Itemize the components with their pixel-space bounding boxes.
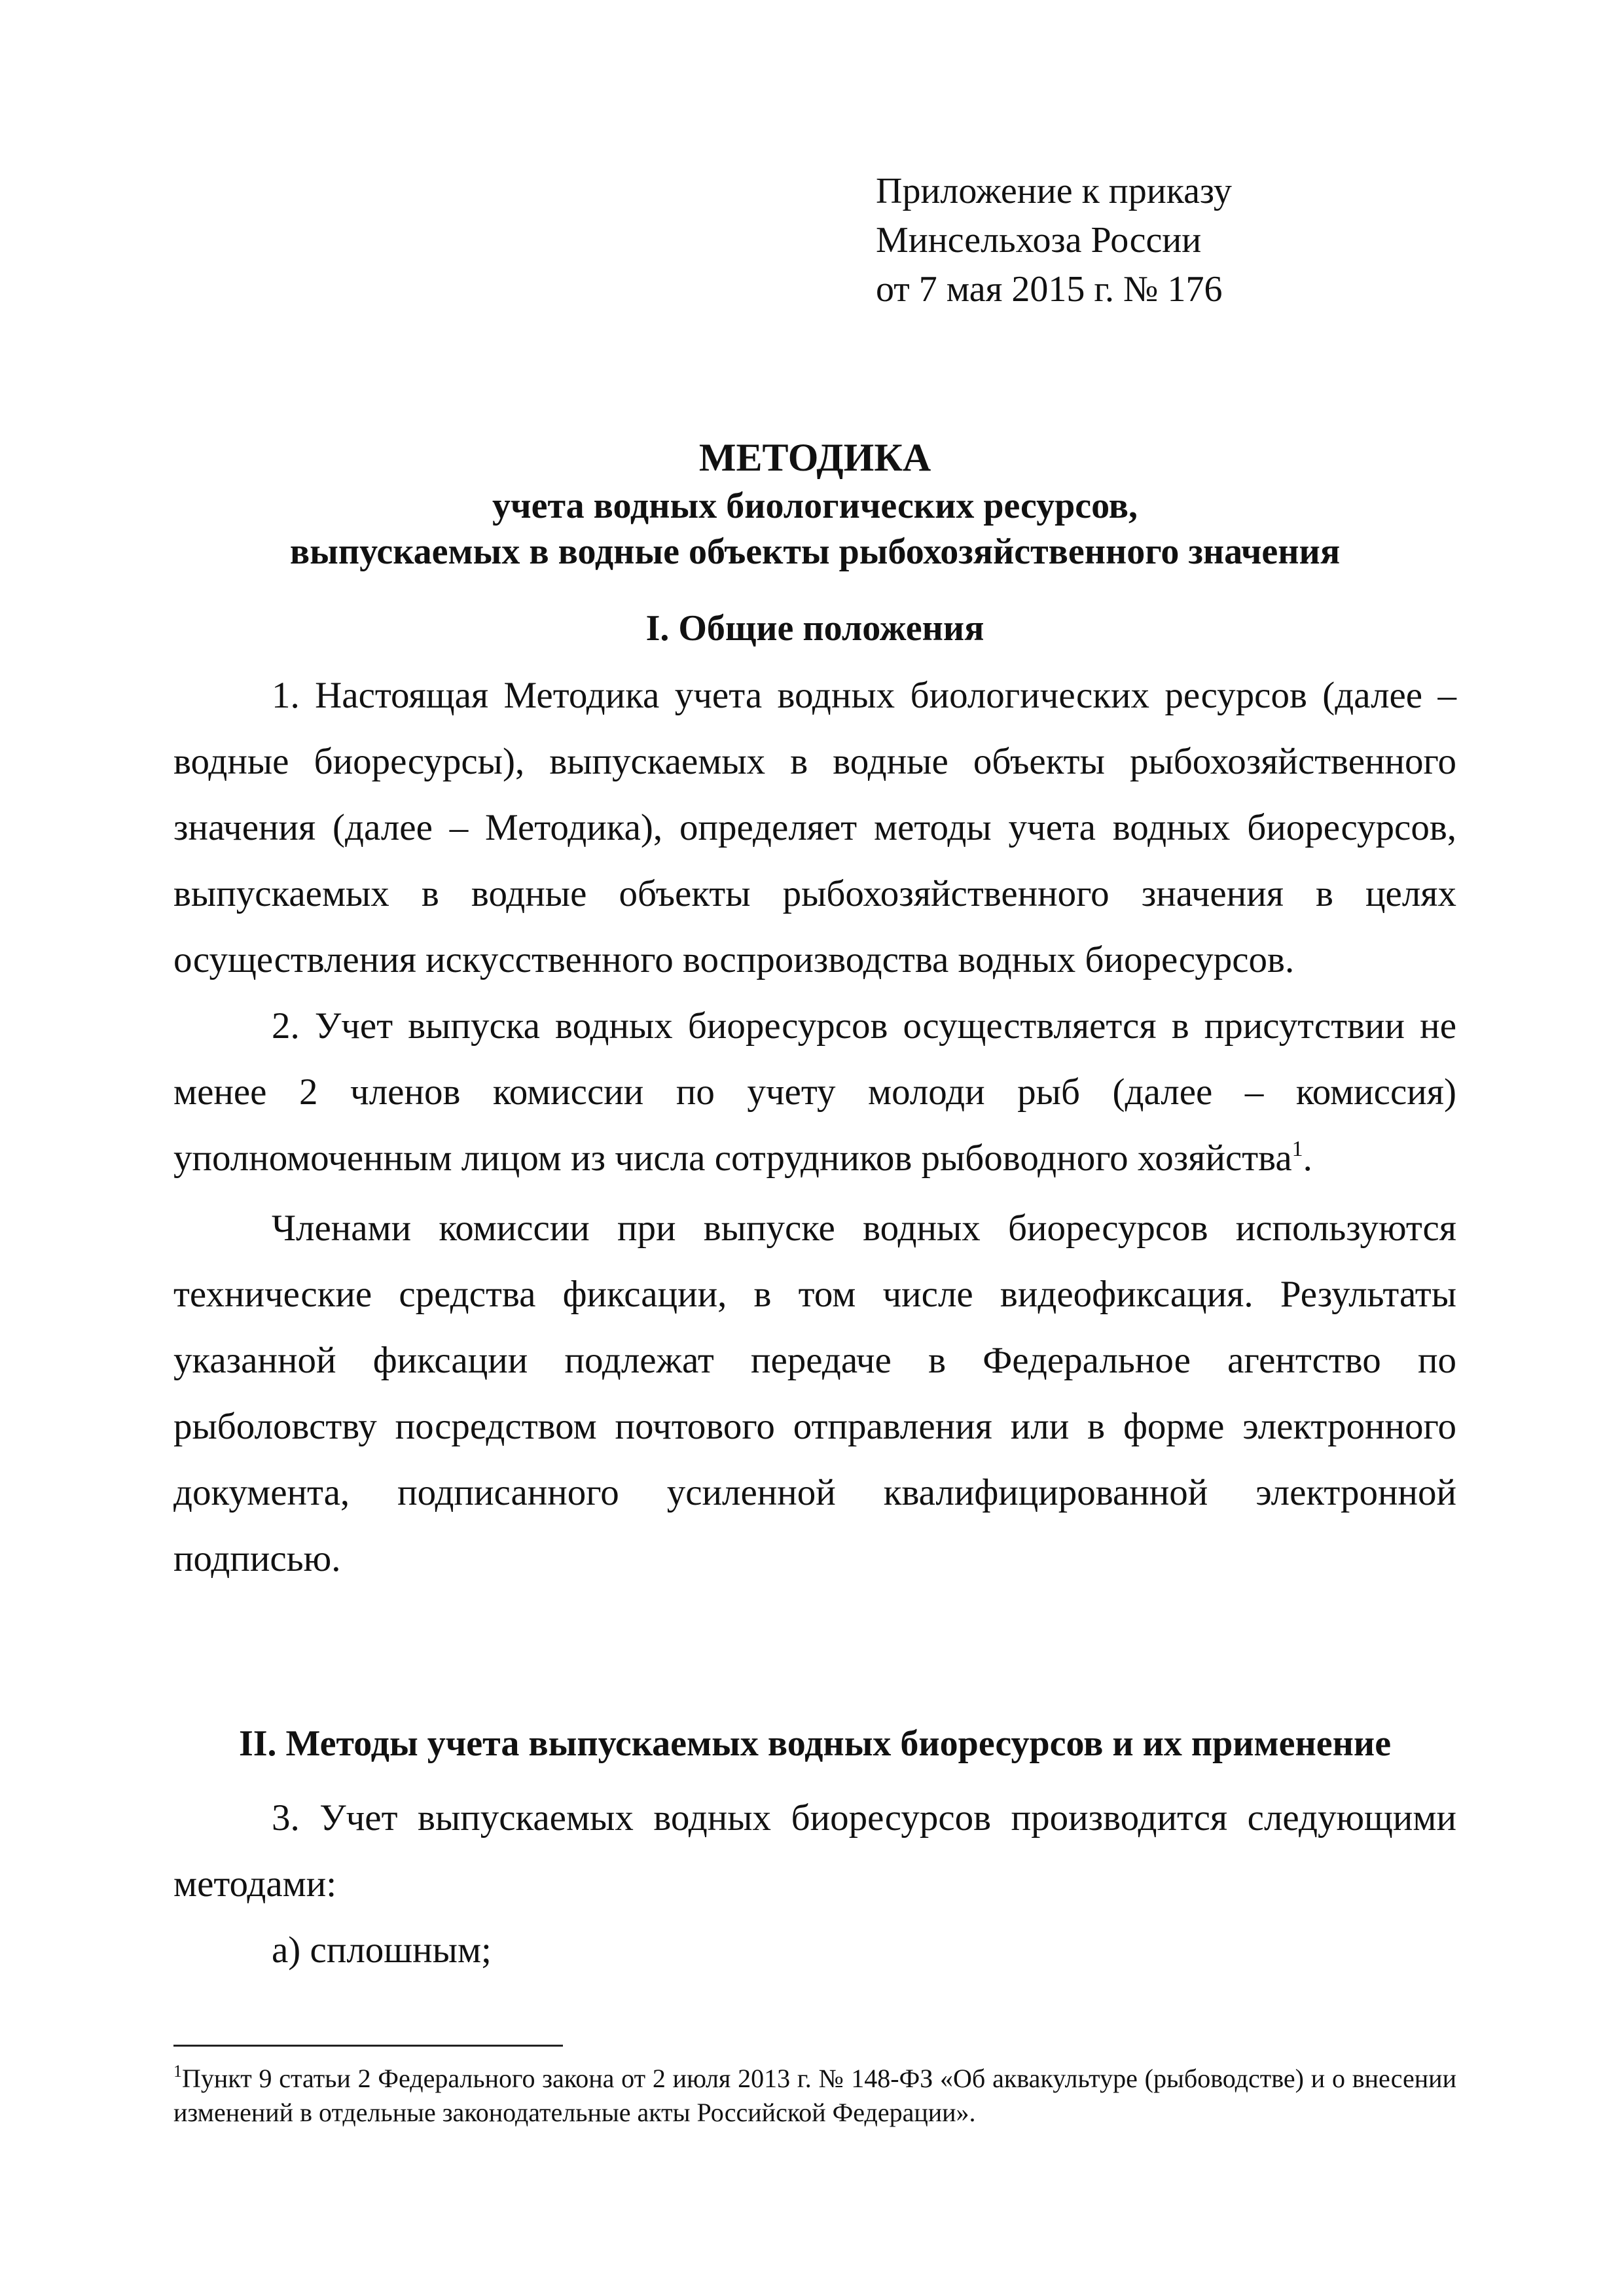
document-title	[173, 432, 1456, 575]
footnote-ref: 1	[1291, 1137, 1303, 1161]
footnote	[173, 2062, 1456, 2130]
appendix-line-3: от 7 мая 2015 г. № 176	[876, 269, 1223, 310]
appendix-reference	[876, 167, 1232, 314]
paragraph-2-text: 2. Учет выпуска водных биоресурсов осуществляется в присутствии не менее 2 членов комиссии по учету молоди рыб (далее – комиссия) уполномоченным лицом из числа сотрудников рыбоводного хозяйства	[173, 1005, 1456, 1179]
paragraph-2-end: .	[1303, 1138, 1312, 1179]
paragraph-1: 1. Настоящая Методика учета водных биологических ресурсов (далее – водные биоресурсы), выпускаемых в водные объекты рыбохозяйственного значения (далее – Методика), определяет методы учета водных биоресурсов, выпускаемых в водные объекты рыбохозяйственного значения в целях осуществления искусственного воспроизводства водных биоресурсов.	[173, 675, 1456, 980]
appendix-line-2: Минсельхоза России	[876, 220, 1202, 260]
title-subtitle-1: учета водных биологических ресурсов,	[492, 486, 1138, 526]
section-2-body	[173, 1785, 1456, 1983]
section-1-heading: I. Общие положения	[645, 608, 984, 649]
section-2-heading: II. Методы учета выпускаемых водных биоресурсов и их применение	[238, 1723, 1392, 1764]
paragraph-4: 3. Учет выпускаемых водных биоресурсов производится следующими методами:	[173, 1797, 1456, 1905]
footnote-text: Пункт 9 статьи 2 Федерального закона от 2 июля 2013 г. № 148-ФЗ «Об аквакультуре (рыбоводстве) и о внесении изменений в отдельные законодательные акты Российской Федерации».	[173, 2064, 1456, 2127]
footnote-separator	[173, 2045, 563, 2047]
title-subtitle-2: выпускаемых в водные объекты рыбохозяйственного значения	[289, 531, 1341, 572]
appendix-line-1: Приложение к приказу	[876, 171, 1232, 211]
section-1-body	[173, 662, 1456, 1592]
paragraph-5: а) сплошным;	[272, 1929, 492, 1971]
footnote-number: 1	[173, 2062, 182, 2081]
paragraph-3: Членами комиссии при выпуске водных биоресурсов используются технические средства фиксации, в том числе видеофиксация. Результаты указанной фиксации подлежат передаче в Федеральное агентство по рыболовству посредством почтового отправления или в форме электронного документа, подписанного усиленной квалифицированной электронной подписью.	[173, 1208, 1456, 1579]
title-main: МЕТОДИКА	[698, 436, 931, 479]
paragraph-2	[173, 993, 1456, 1191]
